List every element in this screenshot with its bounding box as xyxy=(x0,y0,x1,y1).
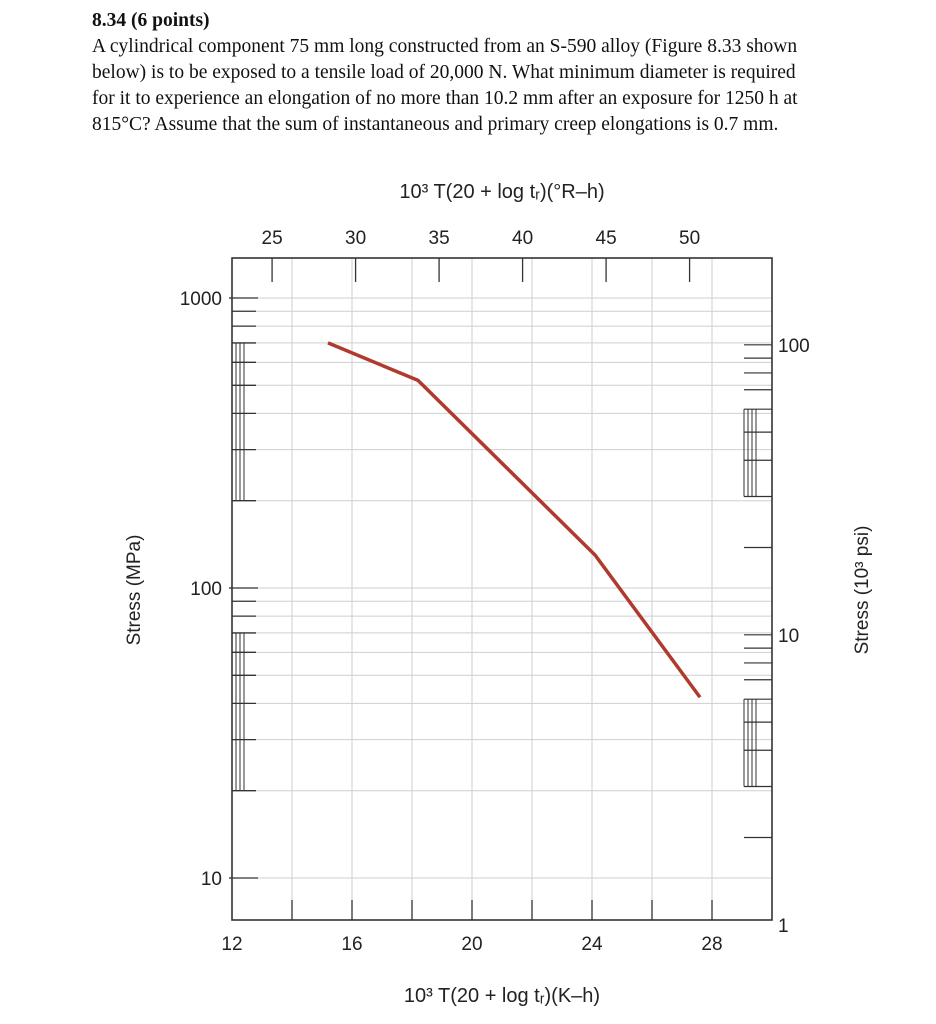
problem-statement xyxy=(92,8,912,138)
problem-heading: 8.34 (6 points) xyxy=(92,10,210,31)
top-axis-tick-label: 45 xyxy=(595,228,617,249)
data-series xyxy=(328,343,700,697)
chart-grid xyxy=(232,258,772,920)
axis-tick-labels xyxy=(124,181,873,1007)
x-tick-label: 28 xyxy=(701,934,723,955)
y2-axis-title: Stress (10³ psi) xyxy=(852,525,873,655)
y-tick-label: 100 xyxy=(190,579,222,600)
problem-line-4: 815°C? Assume that the sum of instantaneous and primary creep elongations is 0.7 mm. xyxy=(92,114,779,135)
y2-tick-label: 10 xyxy=(778,625,800,647)
x-tick-label: 24 xyxy=(581,934,603,955)
series-line-0 xyxy=(328,343,700,697)
axis-ticks xyxy=(229,258,772,920)
problem-line-1: A cylindrical component 75 mm long constructed from an S-590 alloy (Figure 8.33 shown xyxy=(92,36,798,57)
top-axis-tick-label: 35 xyxy=(428,228,450,249)
top-axis-tick-label: 50 xyxy=(679,228,701,249)
top-axis-tick-label: 40 xyxy=(512,228,534,249)
y-axis-title: Stress (MPa) xyxy=(124,534,145,646)
problem-line-3: for it to experience an elongation of no more than 10.2 mm after an exposure for 1250 h at xyxy=(92,88,798,109)
y-tick-label: 10 xyxy=(200,869,222,890)
problem-line-2: below) is to be exposed to a tensile load of 20,000 N. What minimum diameter is required xyxy=(92,62,796,83)
y-tick-label: 1000 xyxy=(179,289,222,310)
top-axis-tick-label: 25 xyxy=(261,228,283,249)
top-axis-tick-label: 30 xyxy=(345,228,367,249)
top-axis-title: 10³ T(20 + log tᵣ)(°R–h) xyxy=(399,181,605,203)
x-axis-title: 10³ T(20 + log tᵣ)(K–h) xyxy=(403,985,601,1007)
larson-miller-chart xyxy=(0,160,936,1024)
y2-tick-label: 100 xyxy=(778,335,810,357)
x-tick-label: 12 xyxy=(221,934,243,955)
plot-frame xyxy=(232,258,772,920)
y2-tick-label: 1 xyxy=(778,915,789,937)
x-tick-label: 20 xyxy=(461,934,483,955)
x-tick-label: 16 xyxy=(341,934,363,955)
